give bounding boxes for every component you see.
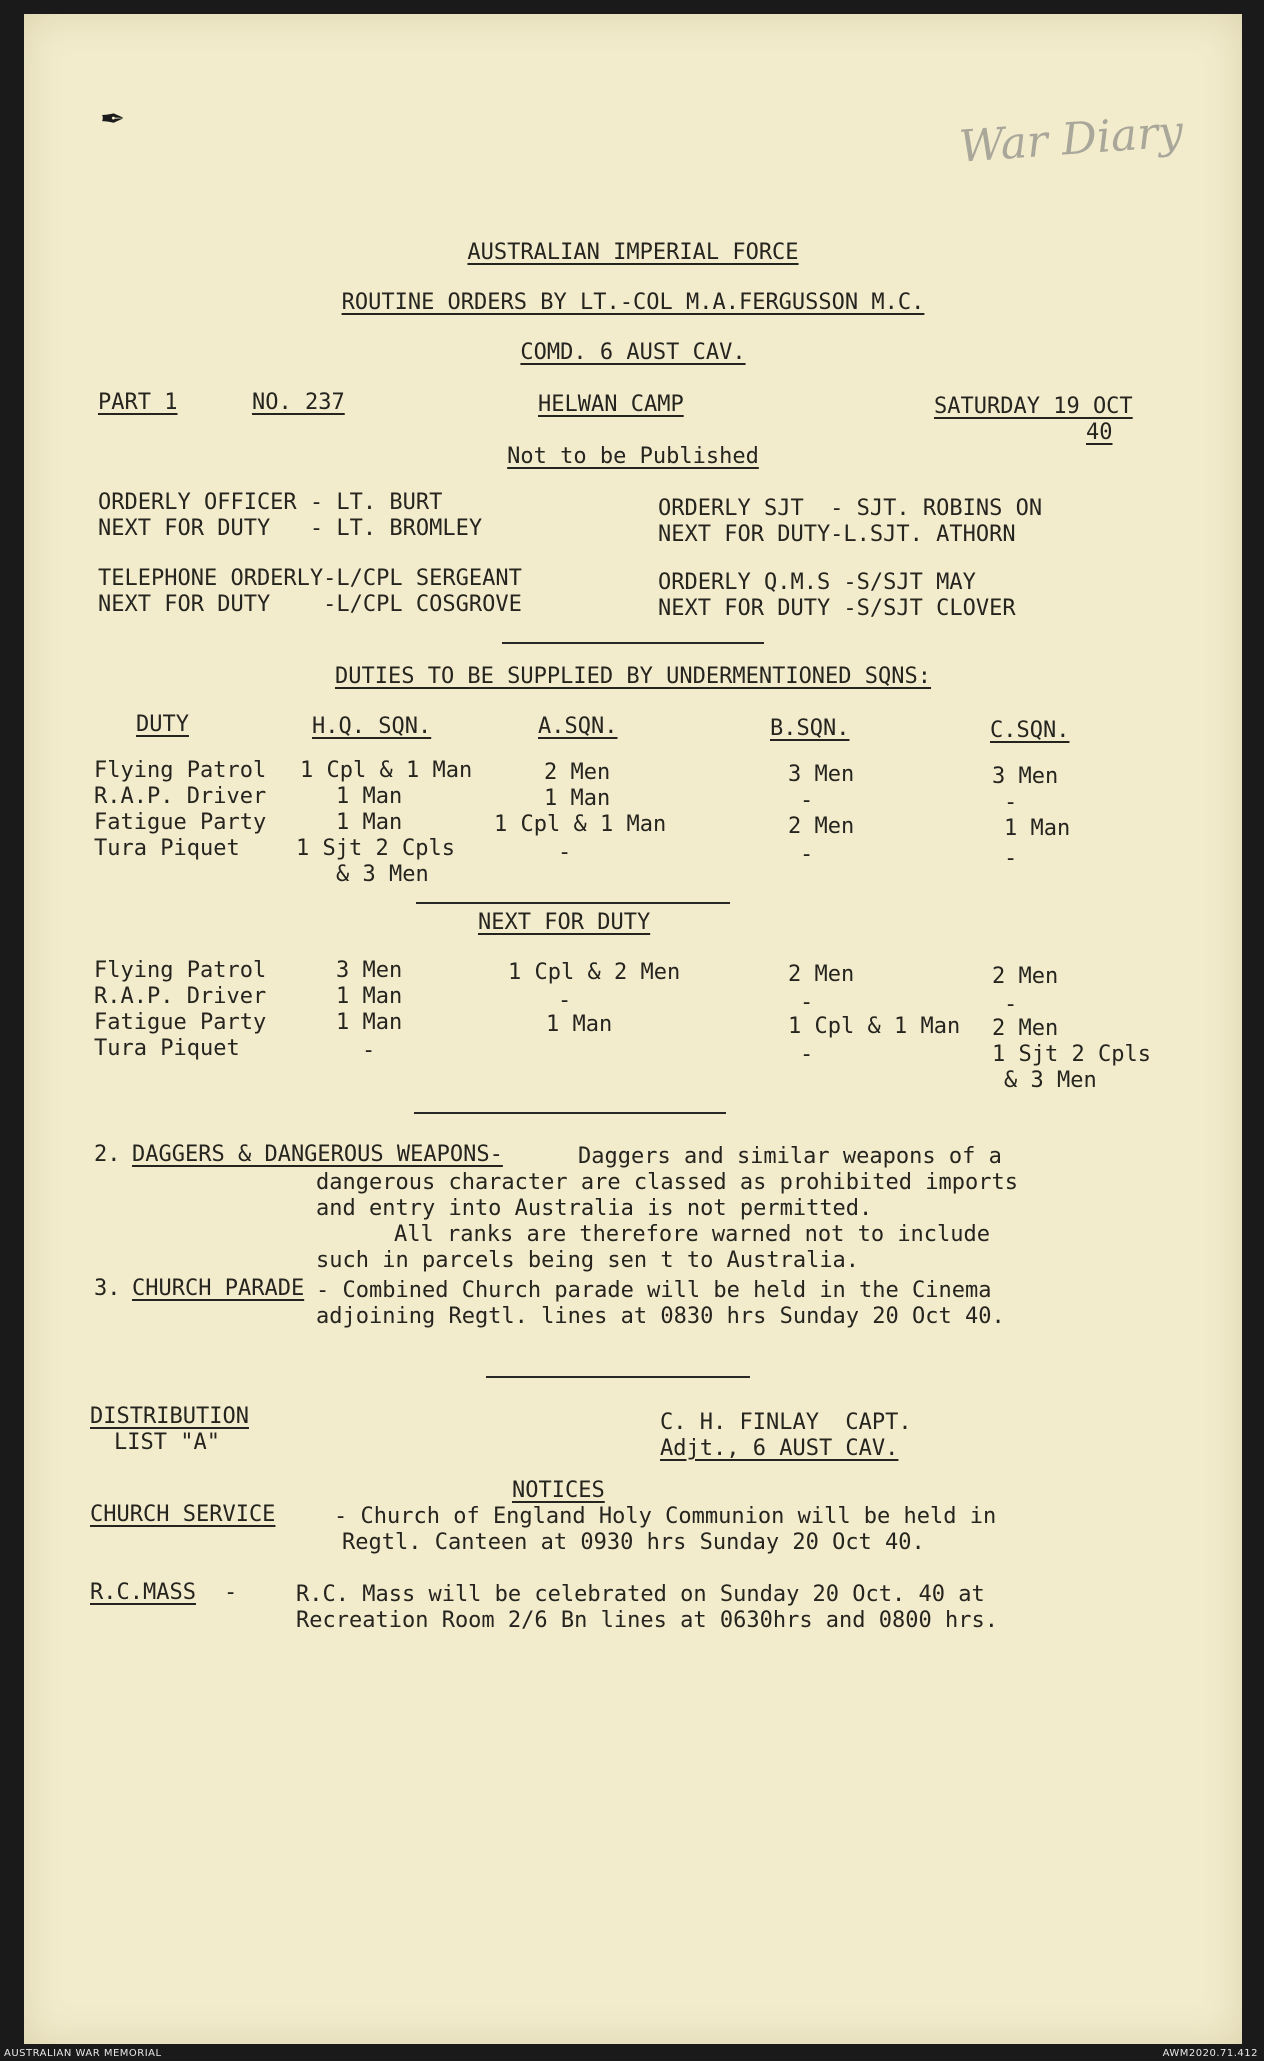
order-2-text: dangerous character are classed as prohibited imports xyxy=(316,1170,1018,1195)
signatory-name: C. H. FINLAY CAPT. xyxy=(660,1410,912,1435)
order-date: SATURDAY 19 OCT xyxy=(934,394,1133,419)
order-3-number: 3. xyxy=(94,1276,121,1301)
order-2-text: and entry into Australia is not permitted. xyxy=(316,1196,873,1221)
hq-cell-continued: & 3 Men xyxy=(336,862,429,887)
c-cell-continued: & 3 Men xyxy=(1004,1068,1097,1093)
order-date-year: 40 xyxy=(1086,420,1113,445)
duty-cell: Tura Piquet xyxy=(94,836,240,861)
duty-cell: Flying Patrol xyxy=(94,958,267,983)
telephone-orderly: TELEPHONE ORDERLY-L/CPL SERGEANT xyxy=(98,566,522,591)
distribution-label: DISTRIBUTION xyxy=(90,1404,249,1429)
b-cell: 2 Men xyxy=(788,962,855,987)
next-for-duty-qms: NEXT FOR DUTY -S/SJT CLOVER xyxy=(658,596,1016,621)
order-3-text: - Combined Church parade will be held in the Cinema xyxy=(316,1278,992,1303)
c-cell: 3 Men xyxy=(992,764,1059,789)
divider xyxy=(416,902,730,904)
pen-mark: ✒ xyxy=(100,102,126,137)
order-2-title: DAGGERS & DANGEROUS WEAPONS- xyxy=(132,1142,503,1167)
hq-cell: 1 Man xyxy=(336,784,403,809)
c-cell: 1 Man xyxy=(1004,816,1071,841)
hq-cell: 1 Man xyxy=(336,1010,403,1035)
rc-mass-dash: - xyxy=(224,1580,238,1605)
c-cell: 2 Men xyxy=(992,1016,1059,1041)
rc-mass-label: R.C.MASS xyxy=(90,1580,196,1605)
divider xyxy=(502,642,764,644)
column-header-a: A.SQN. xyxy=(538,714,618,739)
church-service-text: Regtl. Canteen at 0930 hrs Sunday 20 Oct 40. xyxy=(342,1530,925,1555)
a-cell: 1 Man xyxy=(546,1012,613,1037)
a-cell: 1 Cpl & 2 Men xyxy=(508,960,681,985)
c-cell: 2 Men xyxy=(992,964,1059,989)
c-cell: - xyxy=(1004,790,1018,815)
duty-cell: Tura Piquet xyxy=(94,1036,240,1061)
hq-cell: 1 Man xyxy=(336,984,403,1009)
next-for-duty-telephone: NEXT FOR DUTY -L/CPL COSGROVE xyxy=(98,592,522,617)
hq-cell: 3 Men xyxy=(336,958,403,983)
duty-cell: Fatigue Party xyxy=(94,810,267,835)
header-command: COMD. 6 AUST CAV. xyxy=(520,340,746,365)
camp-name: HELWAN CAMP xyxy=(538,392,684,417)
c-cell: 1 Sjt 2 Cpls xyxy=(992,1042,1151,1067)
duties-table-title: DUTIES TO BE SUPPLIED BY UNDERMENTIONED SQNS: xyxy=(334,664,932,689)
order-2-text: Daggers and similar weapons of a xyxy=(578,1144,1002,1169)
order-3-title: CHURCH PARADE xyxy=(132,1276,305,1301)
hq-cell: - xyxy=(362,1038,376,1063)
order-2-text: All ranks are therefore warned not to include xyxy=(394,1222,991,1247)
column-header-c: C.SQN. xyxy=(990,718,1070,743)
next-for-duty-title: NEXT FOR DUTY xyxy=(478,910,651,935)
c-cell: - xyxy=(1004,846,1018,871)
distribution-list: LIST "A" xyxy=(114,1430,220,1455)
signatory-role: Adjt., 6 AUST CAV. xyxy=(660,1436,899,1461)
a-cell: 1 Cpl & 1 Man xyxy=(494,812,667,837)
a-cell: - xyxy=(558,988,572,1013)
next-for-duty-officer: NEXT FOR DUTY - LT. BROMLEY xyxy=(98,516,483,541)
hq-cell: 1 Cpl & 1 Man xyxy=(300,758,473,783)
order-number: NO. 237 xyxy=(252,390,345,415)
b-cell: - xyxy=(800,1042,814,1067)
next-for-duty-sjt: NEXT FOR DUTY-L.SJT. ATHORN xyxy=(658,522,1016,547)
footer-accession: AWM2020.71.412 xyxy=(1162,2048,1258,2059)
duty-cell: Fatigue Party xyxy=(94,1010,267,1035)
orderly-officer: ORDERLY OFFICER - LT. BURT xyxy=(98,490,443,515)
divider xyxy=(414,1112,726,1114)
hq-cell: 1 Man xyxy=(336,810,403,835)
b-cell: - xyxy=(800,990,814,1015)
church-service-text: - Church of England Holy Communion will be held in xyxy=(334,1504,997,1529)
a-cell: 2 Men xyxy=(544,760,611,785)
header-routine-orders: ROUTINE ORDERS BY LT.-COL M.A.FERGUSSON M.C. xyxy=(341,290,925,315)
church-service-label: CHURCH SERVICE xyxy=(90,1502,276,1527)
b-cell: 2 Men xyxy=(788,814,855,839)
rc-mass-text: Recreation Room 2/6 Bn lines at 0630hrs and 0800 hrs. xyxy=(296,1608,998,1633)
order-2-number: 2. xyxy=(94,1142,121,1167)
duty-cell: R.A.P. Driver xyxy=(94,984,267,1009)
part-number: PART 1 xyxy=(98,390,178,415)
b-cell: 3 Men xyxy=(788,762,855,787)
column-header-duty: DUTY xyxy=(136,712,189,737)
b-cell: 1 Cpl & 1 Man xyxy=(788,1014,961,1039)
column-header-b: B.SQN. xyxy=(770,716,850,741)
notices-title: NOTICES xyxy=(512,1478,605,1503)
order-3-text: adjoining Regtl. lines at 0830 hrs Sunday 20 Oct 40. xyxy=(316,1304,1005,1329)
duty-cell: Flying Patrol xyxy=(94,758,267,783)
column-header-hq: H.Q. SQN. xyxy=(312,714,432,739)
order-2-text: such in parcels being sen t to Australia. xyxy=(316,1248,860,1273)
b-cell: - xyxy=(800,842,814,867)
c-cell: - xyxy=(1004,992,1018,1017)
header-force: AUSTRALIAN IMPERIAL FORCE xyxy=(467,240,799,265)
orderly-sjt: ORDERLY SJT - SJT. ROBINS ON xyxy=(658,496,1043,521)
document-page xyxy=(24,14,1242,2044)
divider xyxy=(486,1376,750,1378)
b-cell: - xyxy=(800,788,814,813)
handwritten-annotation: War Diary xyxy=(957,106,1185,173)
orderly-qms: ORDERLY Q.M.S -S/SJT MAY xyxy=(658,570,976,595)
hq-cell: 1 Sjt 2 Cpls xyxy=(296,836,455,861)
duty-cell: R.A.P. Driver xyxy=(94,784,267,809)
footer-credit: AUSTRALIAN WAR MEMORIAL xyxy=(4,2048,162,2059)
a-cell: - xyxy=(558,840,572,865)
a-cell: 1 Man xyxy=(544,786,611,811)
rc-mass-text: R.C. Mass will be celebrated on Sunday 20 Oct. 40 at xyxy=(296,1582,985,1607)
publication-notice: Not to be Published xyxy=(507,444,759,469)
